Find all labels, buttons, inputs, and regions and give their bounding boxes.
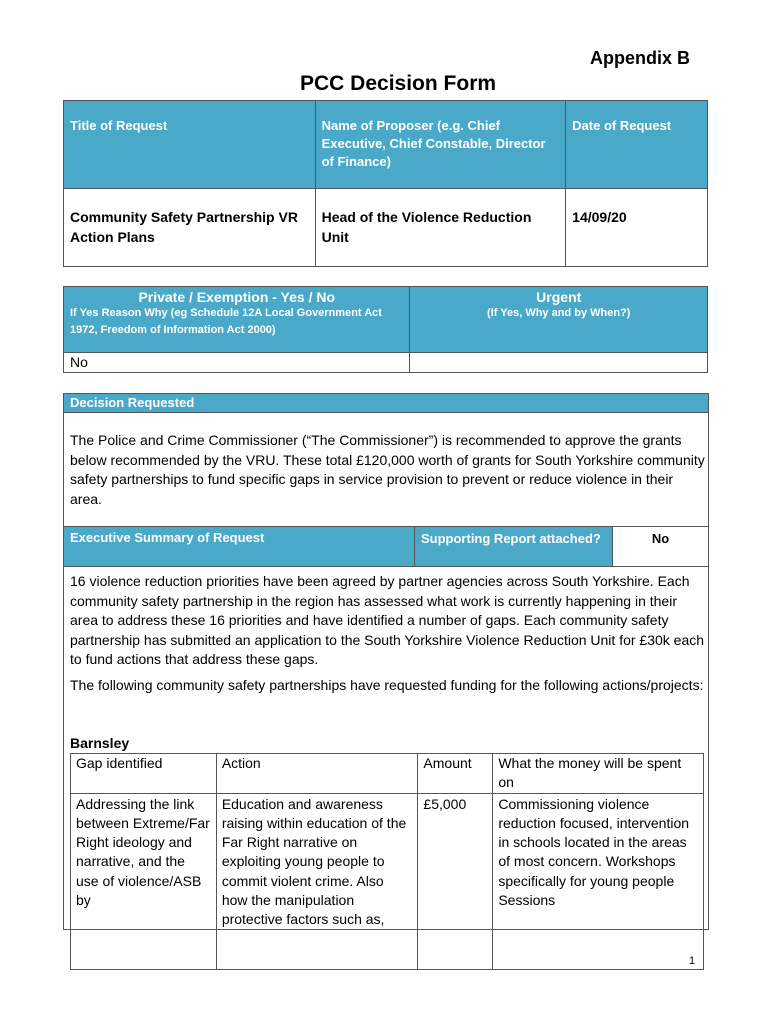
funding-intro-text: The following community safety partnerships have requested funding for the following actions/projects: xyxy=(70,677,704,693)
decision-text: The Police and Crime Commissioner (“The Commissioner”) is recommended to approve the grants below recommended by the VRU. These total £120,000 worth of grants for South Yorkshire community safety partnerships to fund specific gaps in service provision to prevent or reduce violence in their area. xyxy=(70,432,705,507)
gap-cell: Addressing the link between Extreme/Far Right ideology and narrative, and the use of violence/ASB by xyxy=(71,793,217,969)
urgent-value xyxy=(410,353,708,373)
column-header-gap: Gap identified xyxy=(71,754,217,794)
proposer-value: Head of the Violence Reduction Unit xyxy=(315,189,566,267)
supporting-report-value: No xyxy=(612,527,708,566)
column-header-spend: What the money will be spent on xyxy=(493,754,704,794)
request-table xyxy=(63,100,708,267)
executive-summary-row xyxy=(64,526,708,567)
table-row xyxy=(71,793,704,969)
barnsley-table xyxy=(70,753,704,970)
private-exemption-title: Private / Exemption - Yes / No xyxy=(138,289,336,305)
decision-requested-header: Decision Requested xyxy=(64,394,708,413)
private-exemption-header xyxy=(64,287,410,353)
exemption-table xyxy=(63,286,708,373)
urgent-subtitle: (If Yes, Why and by When?) xyxy=(487,307,631,319)
proposer-header: Name of Proposer (e.g. Chief Executive, Chief Constable, Director of Finance) xyxy=(315,101,566,189)
page-number: 1 xyxy=(689,955,696,967)
spend-cell: Commissioning violence reduction focused, intervention in schools located in the areas of most concern. Workshops specifically for young people Sessions xyxy=(493,793,704,969)
column-header-amount: Amount xyxy=(418,754,493,794)
title-of-request-header: Title of Request xyxy=(64,101,316,189)
column-header-action: Action xyxy=(216,754,418,794)
date-of-request-value: 14/09/20 xyxy=(566,189,708,267)
barnsley-heading: Barnsley xyxy=(70,735,130,751)
date-of-request-header: Date of Request xyxy=(566,101,708,189)
executive-summary-text: 16 violence reduction priorities have been agreed by partner agencies across South Yorkshire. Each community safety partnership in the region has assessed what work is currently happening in their area to address these 16 priorities and have identified a number of gaps. Each community safety partnership has submitted an application to the South Yorkshire Violence Reduction Unit for £30k each to fund actions that address these gaps. xyxy=(70,573,705,667)
urgent-title: Urgent xyxy=(536,289,582,305)
action-cell: Education and awareness raising within education of the Far Right narrative on exploiting young people to commit violent crime. Also how the manipulation protective factors such as, xyxy=(216,793,418,969)
executive-summary-header: Executive Summary of Request xyxy=(64,527,414,566)
amount-cell: £5,000 xyxy=(418,793,493,969)
private-exemption-subtitle: If Yes Reason Why (eg Schedule 12A Local Government Act 1972, Freedom of Information Act 2000) xyxy=(70,307,382,336)
table-header-row xyxy=(71,754,704,794)
private-exemption-value: No xyxy=(64,353,410,373)
title-of-request-value: Community Safety Partnership VR Action Plans xyxy=(64,189,316,267)
supporting-report-header: Supporting Report attached? xyxy=(414,527,612,566)
urgent-header xyxy=(410,287,708,353)
appendix-label: Appendix B xyxy=(590,48,691,68)
page-title: PCC Decision Form xyxy=(300,72,497,95)
